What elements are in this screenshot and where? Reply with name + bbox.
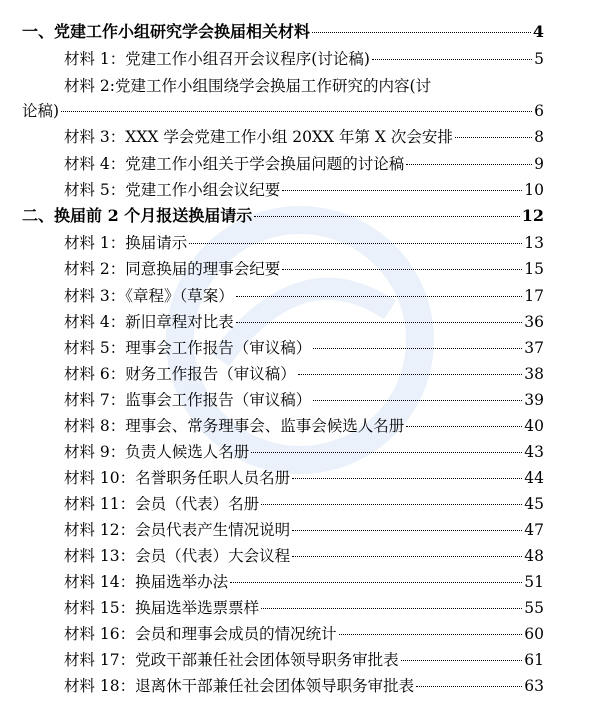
page-number: 51: [524, 573, 544, 591]
item-label: 材料 18：退离休干部兼任社会团体领导职务审批表: [64, 677, 415, 695]
item-label: 材料 17：党政干部兼任社会团体领导职务审批表: [64, 651, 399, 669]
item-label: 材料 3：《章程》（草案）: [64, 287, 234, 305]
page-number: 39: [524, 391, 544, 409]
toc-section-heading: [22, 20, 544, 44]
page-number: 60: [524, 625, 544, 643]
page-number: 61: [524, 651, 544, 669]
page-number: 13: [524, 234, 544, 252]
toc-item: [64, 362, 544, 386]
dot-leader: [261, 608, 522, 609]
toc-item: [64, 596, 544, 620]
dot-leader: [406, 426, 522, 427]
item-label: 材料 10：名誉职务任职人员名册: [64, 469, 291, 487]
item-label: 材料 8：理事会、常务理事会、监事会候选人名册: [64, 417, 405, 435]
dot-leader: [282, 190, 522, 191]
dot-leader: [236, 296, 522, 297]
toc-item: [64, 544, 544, 568]
page-number: 48: [524, 547, 544, 565]
page-number: 47: [524, 521, 544, 539]
item-label: 材料 7：监事会工作报告（审议稿）: [64, 391, 312, 409]
page-number: 15: [524, 260, 544, 278]
page-number: 45: [524, 495, 544, 513]
dot-leader: [254, 216, 519, 217]
toc-item: [64, 388, 544, 412]
toc-item: [64, 231, 544, 255]
item-label: 材料 1：党建工作小组召开会议程序(讨论稿): [64, 50, 370, 68]
dot-leader: [455, 137, 532, 138]
item-label: 材料 4：新旧章程对比表: [64, 313, 234, 331]
toc-item-line2: [22, 99, 544, 123]
dot-leader: [372, 59, 532, 60]
dot-leader: [416, 686, 522, 687]
item-label: 材料 11：会员（代表）名册: [64, 495, 260, 513]
page-number: 12: [521, 206, 544, 225]
dot-leader: [236, 322, 522, 323]
dot-leader: [406, 164, 532, 165]
toc-section-heading: [22, 204, 544, 228]
page-number: 5: [534, 50, 544, 68]
item-label: 材料 14：换届选举办法: [64, 573, 229, 591]
section-title: 一、党建工作小组研究学会换届相关材料: [22, 22, 311, 41]
item-label: 材料 2:党建工作小组围绕学会换届工作研究的内容(讨: [64, 77, 432, 95]
dot-leader: [313, 348, 522, 349]
toc-item: [64, 674, 544, 698]
toc-item: [64, 648, 544, 672]
page-number: 63: [524, 677, 544, 695]
dot-leader: [312, 32, 531, 33]
dot-leader: [292, 478, 522, 479]
dot-leader: [189, 243, 522, 244]
toc-item: [64, 518, 544, 542]
item-label: 材料 9：负责人候选人名册: [64, 443, 250, 461]
page-number: 10: [524, 181, 544, 199]
dot-leader: [292, 556, 522, 557]
page-number: 43: [524, 443, 544, 461]
toc-item: [64, 284, 544, 308]
toc-item: [64, 440, 544, 464]
dot-leader: [292, 530, 522, 531]
item-label: 材料 15：换届选举选票票样: [64, 599, 260, 617]
page-number: 17: [524, 287, 544, 305]
item-label: 材料 2：同意换届的理事会纪要: [64, 260, 281, 278]
page-number: 36: [524, 313, 544, 331]
toc-item: [64, 178, 544, 202]
toc-item: [64, 257, 544, 281]
dot-leader: [401, 660, 523, 661]
section-title: 二、换届前 2 个月报送换届请示: [22, 206, 253, 225]
item-label: 材料 4：党建工作小组关于学会换届问题的讨论稿: [64, 155, 405, 173]
item-label: 材料 5：理事会工作报告（审议稿）: [64, 339, 312, 357]
dot-leader: [339, 634, 523, 635]
toc-item: [64, 336, 544, 360]
item-label: 材料 12：会员代表产生情况说明: [64, 521, 291, 539]
toc-item: [64, 125, 544, 149]
page-number: 6: [534, 102, 544, 120]
dot-leader: [313, 400, 522, 401]
toc-item: [64, 492, 544, 516]
dot-leader: [230, 582, 522, 583]
toc-item: [64, 414, 544, 438]
toc-item: [64, 622, 544, 646]
item-label: 材料 6：财务工作报告（审议稿）: [64, 365, 296, 383]
toc-item: [64, 466, 544, 490]
item-label-continuation: 论稿): [22, 102, 60, 120]
item-label: 材料 16：会员和理事会成员的情况统计: [64, 625, 337, 643]
item-label: 材料 5：党建工作小组会议纪要: [64, 181, 281, 199]
page-number: 40: [524, 417, 544, 435]
dot-leader: [251, 452, 522, 453]
page-number: 38: [524, 365, 544, 383]
toc-item: [64, 47, 544, 71]
page-number: 55: [524, 599, 544, 617]
page-number: 4: [532, 22, 544, 41]
toc-item: [64, 570, 544, 594]
page-number: 9: [534, 155, 544, 173]
toc-item: [64, 152, 544, 176]
dot-leader: [261, 504, 522, 505]
item-label: 材料 3：XXX 学会党建工作小组 20XX 年第 X 次会安排: [64, 128, 453, 146]
item-label: 材料 1：换届请示: [64, 234, 188, 252]
item-label: 材料 13：会员（代表）大会议程: [64, 547, 291, 565]
dot-leader: [282, 269, 522, 270]
dot-leader: [61, 111, 532, 112]
toc-item-line1: [64, 74, 544, 98]
page-number: 37: [524, 339, 544, 357]
dot-leader: [298, 374, 522, 375]
toc-item: [64, 310, 544, 334]
page-number: 8: [534, 128, 544, 146]
page-number: 44: [524, 469, 544, 487]
